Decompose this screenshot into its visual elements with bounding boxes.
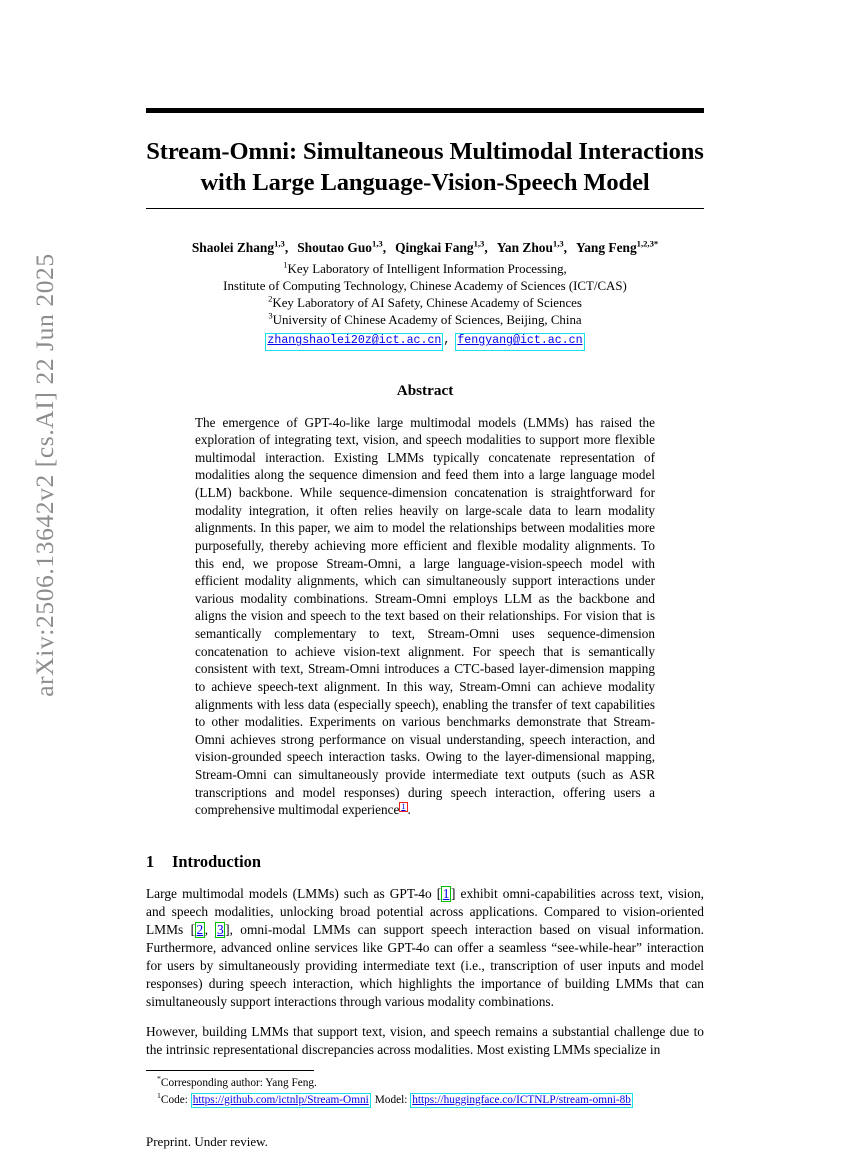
author-comma: ,: [382, 240, 387, 256]
abstract-body: The emergence of GPT-4o-like large multimodal models (LMMs) has raised the exploration of integrating text, vision, and speech modalities to support more flexible multimodal interaction. Existing LMMs typically concatenate representation of modalities along the sequence dimension and feed them into a large language model (LLM) backbone. While sequence-dimension concatenation is straightforward for modality integration, it often relies heavily on large-scale data to learn modality alignments. In this paper, we aim to model the relationships between modalities more purposefully, thereby achieving more efficient and flexible modality alignments. To this end, we propose Stream-Omni, a large language-vision-speech model with efficient modality alignments, which can simultaneously support interactions under various modality combinations. Stream-Omni employs LLM as the backbone and aligns the vision and speech to the text based on their relationships. For vision that is semantically complementary to text, Stream-Omni uses sequence-dimension concatenation to achieve vision-text alignment. For speech that is semantically consistent with text, Stream-Omni introduces a CTC-based layer-dimension mapping to achieve speech-text alignment. In this way, Stream-Omni can achieve modality alignments with less data (especially speech), enabling the transfer of text capabilities to other modalities. Experiments on various benchmarks demonstrate that Stream-Omni achieves strong performance on visual understanding, speech interaction, and vision-grounded speech interaction tasks. Owing to the layer-dimensional mapping, Stream-Omni can simultaneously provide intermediate text outputs (such as ASR transcriptions and model responses) during speech interaction, offering users a comprehensive multimodal experience: [195, 414, 655, 818]
affiliation-marker: 1: [283, 260, 288, 271]
author-entry: [297, 240, 386, 255]
footnote-corresponding-text: Corresponding author: Yang Feng.: [160, 1077, 317, 1090]
email-list: [146, 332, 704, 350]
footnote-code-label: Code:: [160, 1093, 188, 1106]
footnote-rule: [146, 1070, 314, 1071]
title-line-2: with Large Language-Vision-Speech Model: [200, 169, 650, 197]
citation-link[interactable]: 2: [196, 922, 204, 938]
author-affiliation-marker: 1,3: [274, 238, 285, 249]
author-name: Qingkai Fang: [395, 240, 474, 256]
affiliation-line: [146, 295, 704, 312]
author-affiliation-marker: 1,3: [552, 238, 564, 249]
footnote-model-label: Model:: [374, 1093, 408, 1106]
abstract-text: [195, 414, 655, 819]
footnote-links: [157, 1092, 704, 1108]
affiliation-text: University of Chinese Academy of Sciences, Beijing, China: [272, 312, 582, 327]
abstract-heading: Abstract: [396, 381, 454, 399]
citation-link[interactable]: 3: [216, 922, 224, 938]
email-separator: ,: [443, 334, 451, 348]
page-title: [146, 136, 704, 199]
title-line-1: Stream-Omni: Simultaneous Multimodal Interactions: [146, 138, 704, 165]
footnote-marker-asterisk: *: [157, 1074, 161, 1084]
affiliation-marker: 3: [268, 310, 273, 321]
header-rule-thick: [146, 108, 704, 113]
paragraph-intro-1: Large multimodal models (LMMs) such as GPT-4o [ 1 ] exhibit omni-capabilities across text, vision, and speech modalities, unlocking broad potential across applications. Compared to vision-oriented LMMs [ 2 , 3 ], omni-modal LMMs can support speech interaction based on visual information. Furthermore, advanced online services like GPT-4o can offer a seamless “see-while-hear” interaction for users by simultaneously providing intermediate text (i.e., transcription of user inputs and model responses) during speech interaction, which highlights the importance of building LMMs that can simultaneously support interactions through various modality combinations.: [146, 885, 705, 1010]
title-rule-thin: [146, 208, 704, 210]
author-entry: [192, 240, 288, 255]
author-name: Shoutao Guo: [297, 240, 372, 256]
author-affiliation-marker: 1,3: [473, 238, 485, 249]
affiliation-line: [146, 261, 704, 278]
paragraph-text: , omni-modal LMMs can support speech interaction based on visual information. Furthermore, advanced online services like GPT-4o can offer a seamless “see-while-hear” interaction for users by simultaneously providing intermediate text (i.e., transcription of user inputs and model responses) during speech interaction, which highlights the importance of building LMMs that can simultaneously support interactions through various modality combinations.: [146, 922, 704, 1010]
author-entry: [497, 240, 567, 255]
paragraph-text: exhibit omni-capabilities across text, vision, and speech modalities, unlocking broad potential across applications. Compared to vision-oriented LMMs: [146, 885, 705, 938]
affiliation-marker: 2: [268, 293, 273, 304]
preprint-notice: Preprint. Under review.: [146, 1133, 268, 1149]
section-heading-introduction: [146, 852, 704, 872]
abstract-period: .: [407, 802, 411, 818]
section-number: 1: [146, 851, 155, 871]
author-name: Yang Feng: [576, 240, 637, 256]
paper-column: [146, 0, 705, 1149]
footnote-marker-link[interactable]: 1: [401, 801, 406, 811]
affiliation-line: [146, 312, 704, 329]
arxiv-stamp-text: arXiv:2506.13642v2 [cs.AI] 22 Jun 2025: [30, 253, 59, 697]
footnote-corresponding: [157, 1075, 704, 1091]
author-affiliation-marker: 1,3: [371, 238, 383, 249]
paragraph-text: Large multimodal models (LMMs) such as GPT-4o: [146, 885, 437, 901]
affiliation-list: [146, 261, 704, 328]
affiliation-line: [146, 278, 704, 295]
author-affiliation-marker: 1,2,3*: [636, 238, 659, 249]
author-entry: [395, 240, 488, 255]
citation-link[interactable]: 1: [442, 885, 450, 901]
code-url-link[interactable]: https://github.com/ictnlp/Stream-Omni: [191, 1093, 371, 1108]
author-list: [146, 240, 704, 256]
affiliation-text: Institute of Computing Technology, Chinese Academy of Sciences (ICT/CAS): [223, 279, 627, 294]
arxiv-stamp: [0, 0, 90, 1100]
affiliation-text: Key Laboratory of AI Safety, Chinese Academy of Sciences: [272, 295, 582, 310]
footnote-marker-one: 1: [157, 1090, 161, 1100]
author-comma: ,: [284, 240, 289, 256]
model-url-link[interactable]: https://huggingface.co/ICTNLP/stream-omni-8b: [410, 1093, 633, 1108]
author-comma: ,: [484, 240, 488, 256]
author-name: Yan Zhou: [496, 240, 553, 256]
author-name: Shaolei Zhang: [191, 240, 275, 256]
section-title: Introduction: [172, 851, 261, 871]
footnote-block: [146, 1075, 704, 1108]
email-link-first[interactable]: zhangshaolei20z@ict.ac.cn: [265, 333, 443, 350]
paragraph-intro-2: However, building LMMs that support text, vision, and speech remains a substantial challenge due to the intrinsic representational discrepancies across modalities. Most existing LMMs specialize in: [146, 1024, 704, 1058]
author-entry: [576, 240, 658, 255]
email-link-second[interactable]: fengyang@ict.ac.cn: [455, 333, 584, 350]
author-comma: ,: [563, 240, 568, 256]
affiliation-text: Key Laboratory of Intelligent Information Processing,: [287, 262, 567, 277]
